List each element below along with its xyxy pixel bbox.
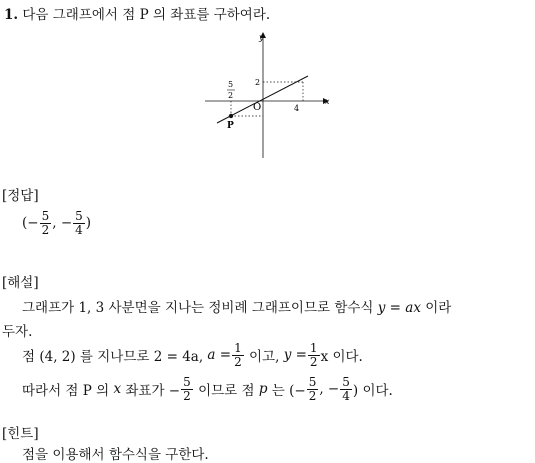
answer-sep: , −: [52, 215, 73, 231]
problem-number: 1.: [4, 7, 19, 23]
origin-label: O: [253, 102, 262, 113]
answer-close: ): [85, 215, 92, 231]
hint-text: 점을 이용해서 함수식을 구한다.: [22, 447, 209, 463]
answer-heading: [정답]: [2, 188, 39, 204]
tick-y2-label: 2: [255, 78, 261, 87]
left-frac-num: 5: [228, 80, 234, 89]
explanation-line2: 두자.: [2, 324, 33, 340]
left-frac-den: 2: [228, 91, 234, 100]
coordinate-graph: [195, 30, 345, 162]
answer-value: [22, 206, 91, 240]
x-axis-label: x: [325, 97, 330, 106]
tick-x4-label: 4: [294, 104, 300, 113]
y-axis-label: y: [259, 33, 264, 42]
hint-heading: [힌트]: [2, 426, 39, 442]
point-p-label: P: [227, 121, 234, 131]
problem-text: 다음 그래프에서 점 P 의 좌표를 구하여라.: [22, 7, 271, 23]
explanation-line3: 점 (4, 2) 를 지나므로 2 = 4a, a = $\frac{1}{2}$ 이고, y = $\frac{1}{2}$ x 이다.: [22, 340, 363, 369]
explanation-line4: 따라서 점 P 의 x 좌표가 − $\frac{5}{2}$ 이므로 점 p 는 (− $\frac{5}{2}$ , − $\frac{5}{4}$ ) 이다.: [22, 374, 393, 403]
answer-open: (−: [22, 215, 39, 231]
problem-statement: [4, 3, 270, 23]
answer-frac-x: $\frac{5}{2}$: [41, 208, 50, 237]
answer-frac-y: $\frac{5}{4}$: [75, 208, 83, 237]
point-p-marker: [229, 114, 233, 118]
explanation-line1: 그래프가 1, 3 사분면을 지나는 정비례 그래프이므로 함수식 y = ax 이라: [22, 300, 452, 316]
explanation-heading: [해설]: [2, 275, 39, 291]
